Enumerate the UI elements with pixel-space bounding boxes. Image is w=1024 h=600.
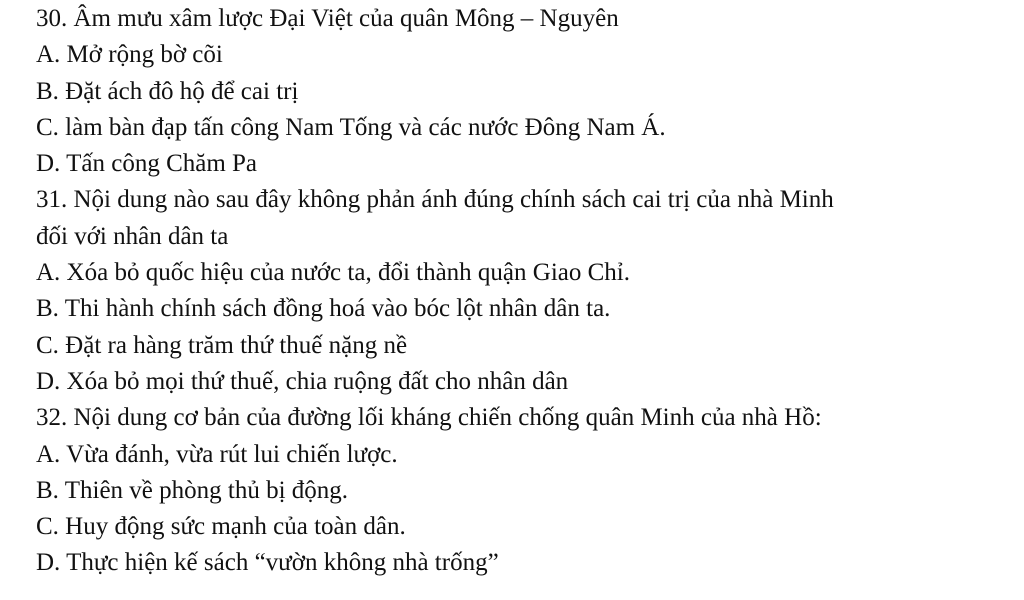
question-30-option-d: D. Tấn công Chăm Pa: [36, 150, 258, 178]
question-31-option-d: D. Xóa bỏ mọi thứ thuế, chia ruộng đất cho nhân dân: [36, 367, 569, 395]
question-31-option-c: C. Đặt ra hàng trăm thứ thuế nặng nề: [36, 331, 408, 359]
question-31-option-a: A. Xóa bỏ quốc hiệu của nước ta, đổi thành quận Giao Chỉ.: [36, 259, 630, 287]
question-32-option-d: D. Thực hiện kế sách “vườn không nhà trống”: [36, 549, 499, 577]
question-30-option-b: B. Đặt ách đô hộ để cai trị: [36, 77, 299, 105]
question-32-option-a: A. Vừa đánh, vừa rút lui chiến lược.: [36, 440, 398, 468]
question-30-option-c: C. làm bàn đạp tấn công Nam Tống và các nước Đông Nam Á.: [36, 113, 666, 141]
question-31-stem-line-1: 31. Nội dung nào sau đây không phản ánh đúng chính sách cai trị của nhà Minh: [36, 186, 834, 214]
question-32-option-c: C. Huy động sức mạnh của toàn dân.: [36, 513, 406, 541]
question-31-option-b: B. Thi hành chính sách đồng hoá vào bóc lột nhân dân ta.: [36, 295, 611, 323]
question-32-stem: 32. Nội dung cơ bản của đường lối kháng chiến chống quân Minh của nhà Hồ:: [36, 404, 822, 432]
question-31-stem-line-2: đối với nhân dân ta: [36, 222, 229, 250]
question-32-option-b: B. Thiên về phòng thủ bị động.: [36, 476, 349, 504]
question-30-option-a: A. Mở rộng bờ cõi: [36, 41, 223, 69]
question-30-stem: 30. Âm mưu xâm lược Đại Việt của quân Mông – Nguyên: [36, 5, 619, 32]
